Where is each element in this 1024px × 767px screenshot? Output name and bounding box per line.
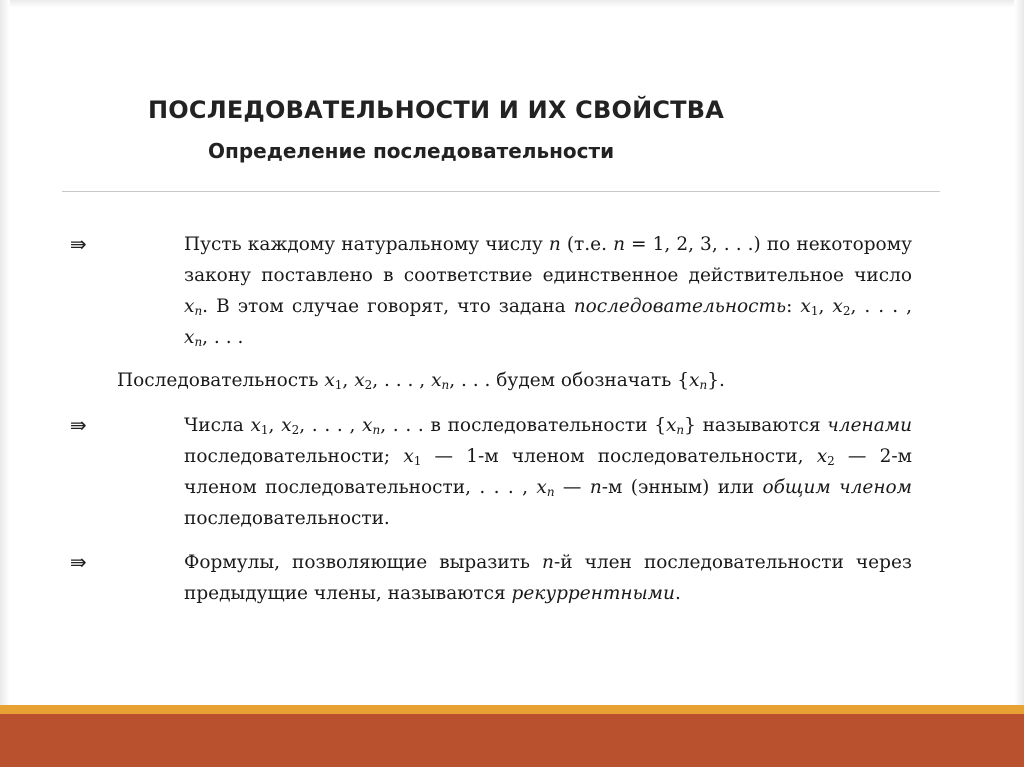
- footer-accent-stripe: [0, 705, 1024, 714]
- bullet-arrow-icon: ⇛: [70, 232, 87, 256]
- title-divider: [62, 191, 940, 192]
- notation-paragraph: Последовательность $x_1$, $x_2$, . . . , $x_n$, . . . будем обозначать $\{x_n\}$.: [117, 370, 725, 392]
- term-sequence: последовательность: [573, 296, 787, 317]
- slide-frame-right: [1014, 0, 1024, 705]
- slide-frame-left: [0, 0, 10, 705]
- slide-frame-top: [0, 0, 1024, 8]
- slide-subtitle: Определение последовательности: [208, 139, 615, 163]
- term-members: членами: [827, 415, 912, 436]
- definition-paragraph: Пусть каждому натуральному числу n (т.е. n = 1, 2, 3, . . .) по некоторому закону поставлено в соответствие единственное действительное число $x_n$. В этом случае говорят, что задана последовательность: $x_1$, $x_2$, . . . , $x_n$, . . .: [184, 234, 912, 349]
- slide-title: ПОСЛЕДОВАТЕЛЬНОСТИ И ИХ СВОЙСТВА: [148, 96, 725, 124]
- footer-band: [0, 714, 1024, 767]
- term-general-member: общим членом: [762, 477, 912, 498]
- bullet-arrow-icon: ⇛: [70, 413, 87, 437]
- term-recurrent: рекуррентными: [511, 583, 675, 604]
- bullet-arrow-icon: ⇛: [70, 550, 87, 574]
- recurrence-paragraph: Формулы, позволяющие выразить n-й член последовательности через предыдущие члены, называются рекуррентными.: [184, 552, 912, 604]
- members-paragraph: Числа $x_1$, $x_2$, . . . , $x_n$, . . . в последовательности $\{x_n\}$ называются членами последовательности; $x_1$ — 1-м членом последовательности, $x_2$ — 2-м членом последовательности, . . . , $x_n$ — n-м (энным) или общим членом последовательности.: [184, 415, 912, 529]
